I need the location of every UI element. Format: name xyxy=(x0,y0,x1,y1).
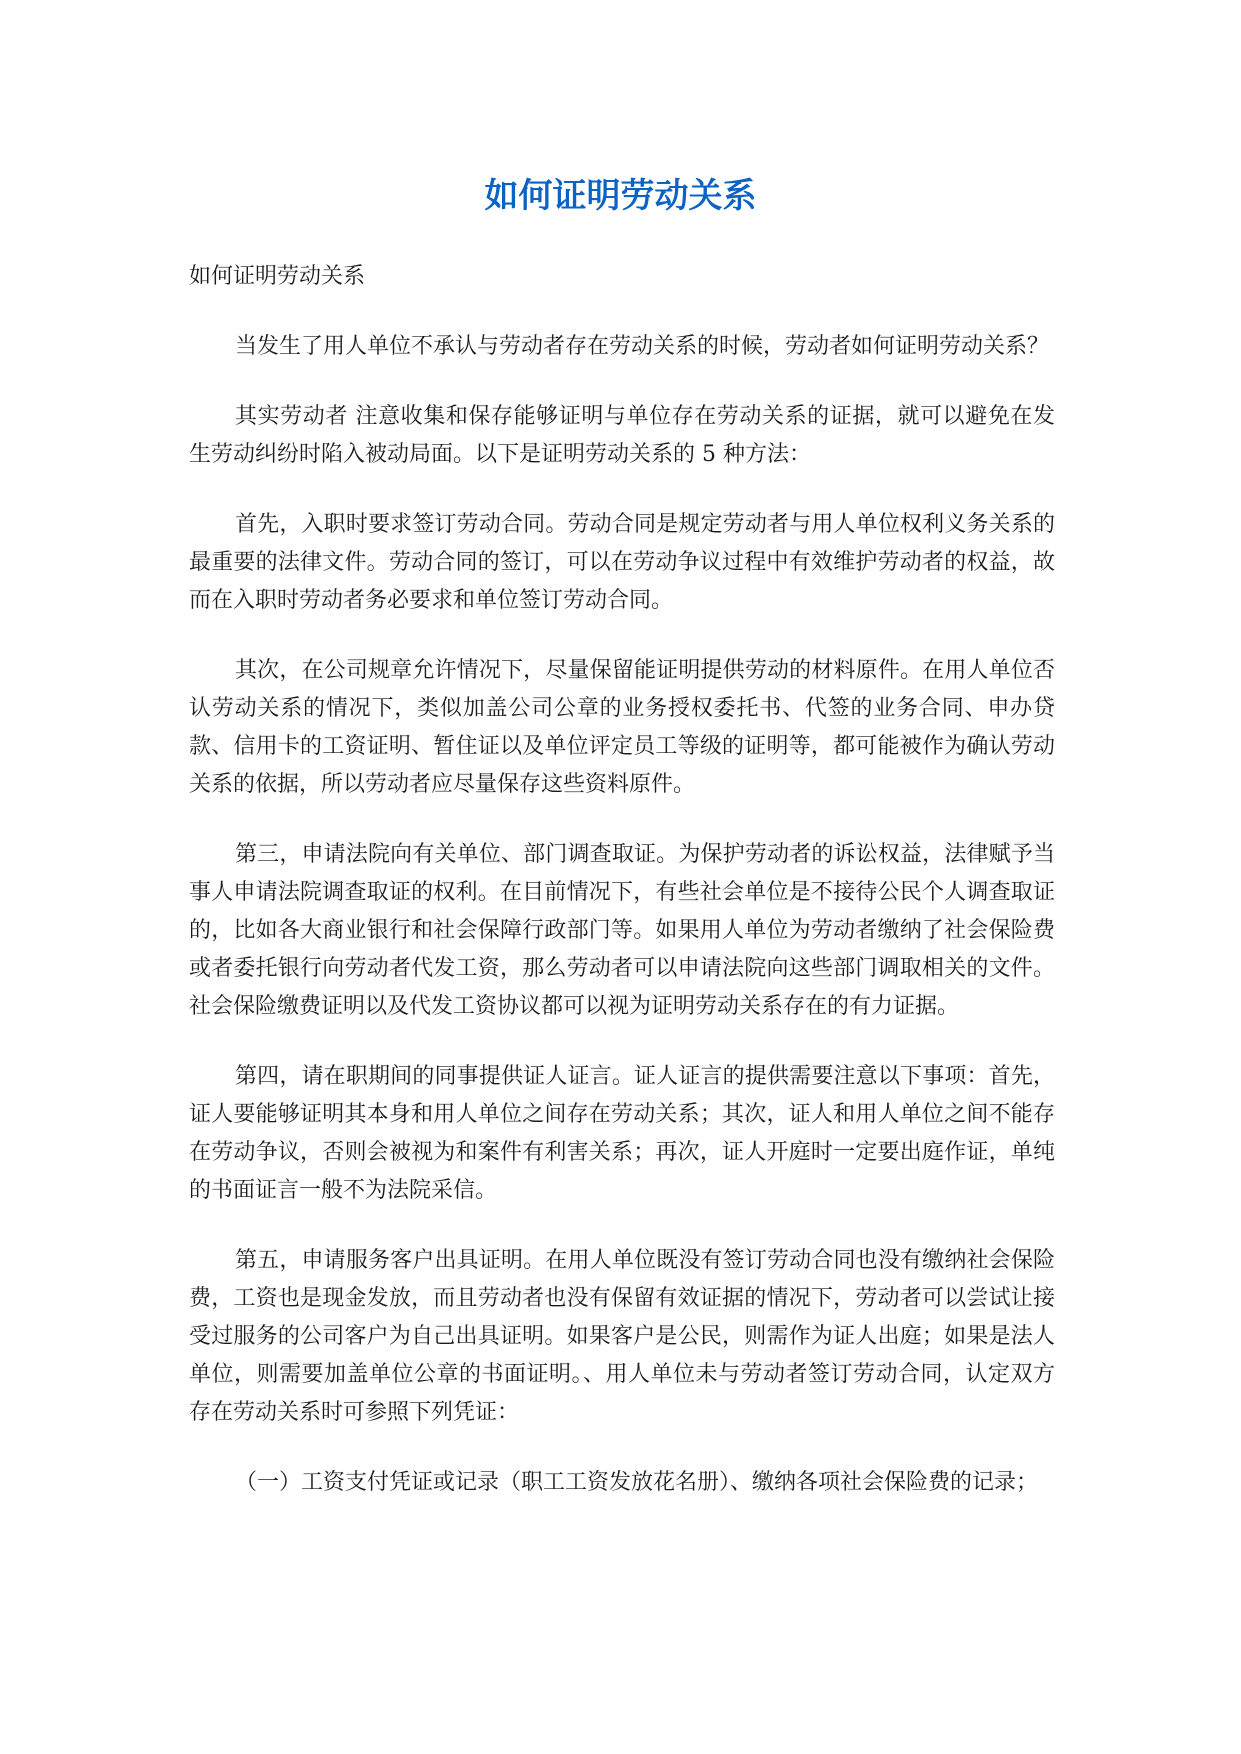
paragraph-method-1: 首先，入职时要求签订劳动合同。劳动合同是规定劳动者与用人单位权利义务关系的最重要的法律文件。劳动合同的签订，可以在劳动争议过程中有效维护劳动者的权益，故而在入职时劳动者务必要求和单位签订劳动合同。 xyxy=(189,512,1055,613)
paragraph-method-2: 其次，在公司规章允许情况下，尽量保留能证明提供劳动的材料原件。在用人单位否认劳动关系的情况下，类似加盖公司公章的业务授权委托书、代签的业务合同、申办贷款、信用卡的工资证明、暂住证以及单位评定员工等级的证明等，都可能被作为确认劳动关系的依据，所以劳动者应尽量保存这些资料原件。 xyxy=(189,658,1055,797)
paragraph-evidence-1: （一）工资支付凭证或记录（职工工资发放花名册）、缴纳各项社会保险费的记录； xyxy=(235,1470,1039,1495)
paragraph-question: 当发生了用人单位不承认与劳动者存在劳动关系的时候，劳动者如何证明劳动关系？ xyxy=(235,334,1050,359)
paragraph-method-4: 第四，请在职期间的同事提供证人证言。证人证言的提供需要注意以下事项：首先，证人要能够证明其本身和用人单位之间存在劳动关系；其次，证人和用人单位之间不能存在劳动争议，否则会被视为和案件有利害关系；再次，证人开庭时一定要出庭作证，单纯的书面证言一般不为法院采信。 xyxy=(189,1064,1055,1203)
document-body xyxy=(189,258,1055,1534)
paragraph-method-5: 第五，申请服务客户出具证明。在用人单位既没有签订劳动合同也没有缴纳社会保险费，工资也是现金发放，而且劳动者也没有保留有效证据的情况下，劳动者可以尝试让接受过服务的公司客户为自己出具证明。如果客户是公民，则需作为证人出庭；如果是法人单位，则需要加盖单位公章的书面证明。、用人单位未与劳动者签订劳动合同，认定双方存在劳动关系时可参照下列凭证： xyxy=(189,1248,1055,1425)
paragraph-subtitle: 如何证明劳动关系 xyxy=(189,264,366,289)
paragraph-intro: 其实劳动者 注意收集和保存能够证明与单位存在劳动关系的证据，就可以避免在发生劳动纠纷时陷入被动局面。以下是证明劳动关系的 5 种方法： xyxy=(189,404,1055,467)
document-title: 如何证明劳动关系 xyxy=(484,176,757,216)
paragraph-method-3: 第三，申请法院向有关单位、部门调查取证。为保护劳动者的诉讼权益，法律赋予当事人申请法院调查取证的权利。在目前情况下，有些社会单位是不接待公民个人调查取证的，比如各大商业银行和社会保障行政部门等。如果用人单位为劳动者缴纳了社会保险费或者委托银行向劳动者代发工资，那么劳动者可以申请法院向这些部门调取相关的文件。社会保险缴费证明以及代发工资协议都可以视为证明劳动关系存在的有力证据。 xyxy=(189,842,1055,1019)
